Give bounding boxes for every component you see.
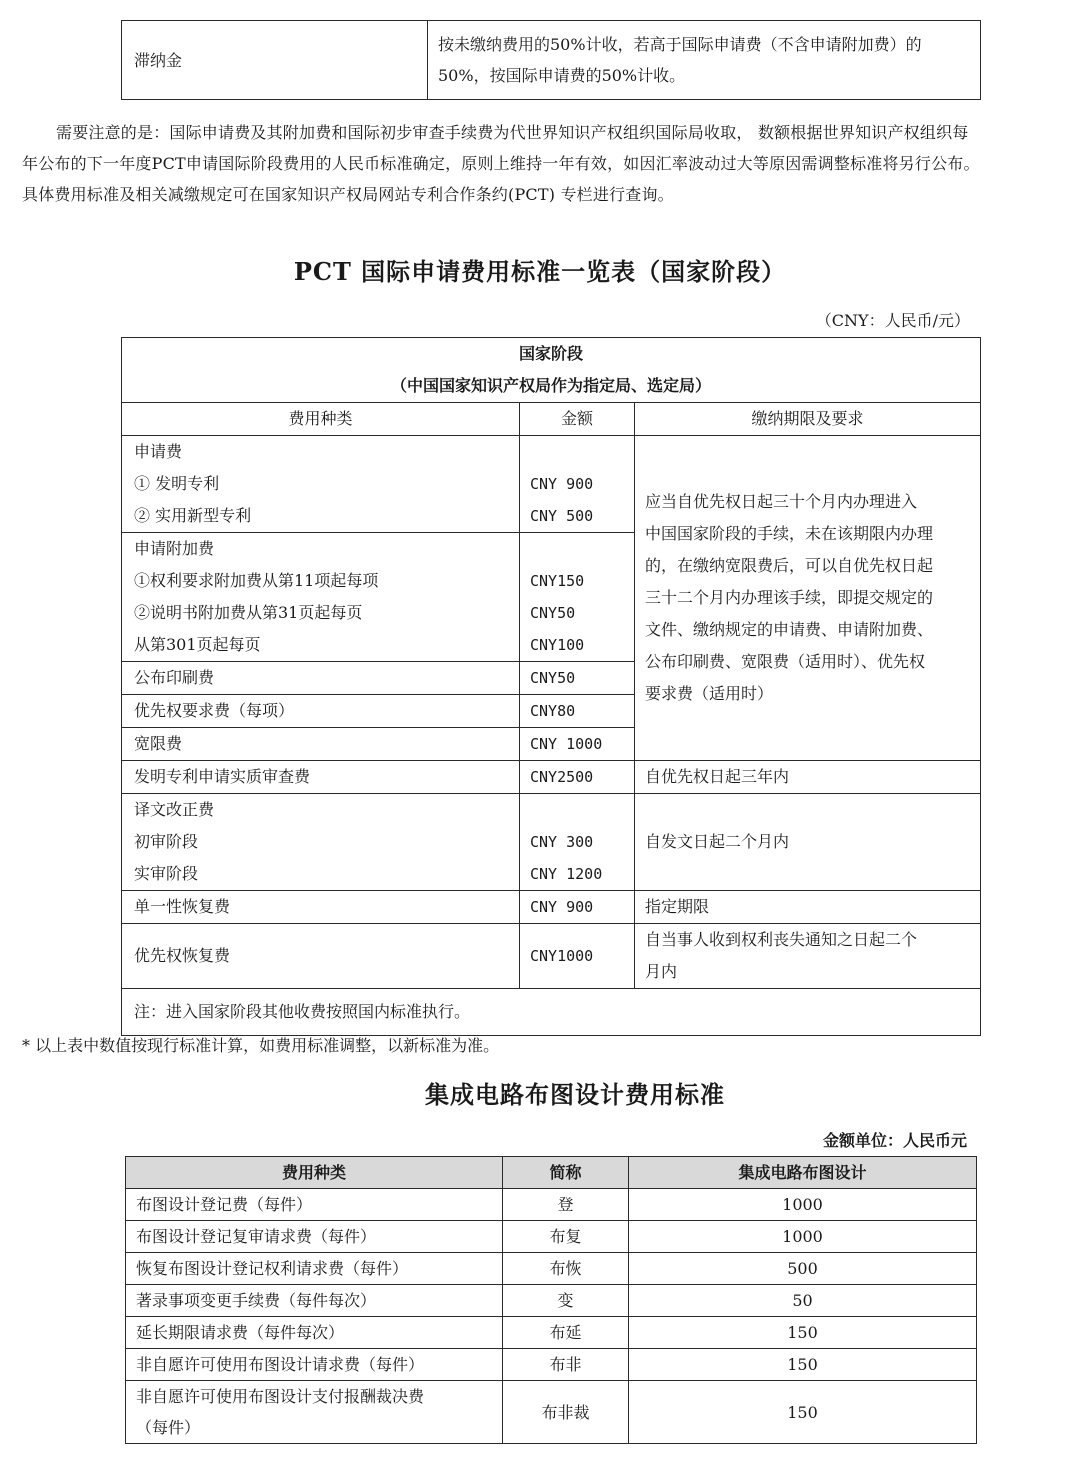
table-row bbox=[122, 21, 981, 100]
fee-name: 恢复布图设计登记权利请求费（每件） bbox=[126, 1253, 503, 1285]
group-label: 申请附加费 bbox=[134, 539, 215, 558]
deadline-line: 的，在缴纳宽限费后，可以自优先权日起 bbox=[645, 556, 934, 575]
fee-abbr: 布复 bbox=[503, 1221, 629, 1253]
fee-amount: 150 bbox=[629, 1317, 977, 1349]
fee-item: ①权利要求附加费从第11项起每项 bbox=[134, 571, 379, 590]
ic-title: 集成电路布图设计费用标准 bbox=[425, 1080, 725, 1109]
late-fee-table bbox=[121, 20, 981, 100]
amount: CNY150 bbox=[530, 572, 585, 590]
fee-item: ②说明书附加费从第31页起每页 bbox=[134, 603, 363, 622]
amount: CNY 900 bbox=[520, 891, 635, 924]
table-header-row bbox=[122, 403, 981, 436]
table-row bbox=[126, 1317, 977, 1349]
fee-amount: 150 bbox=[629, 1381, 977, 1444]
table-row bbox=[122, 794, 981, 891]
fee-name: 优先权要求费（每项） bbox=[122, 695, 520, 728]
fee-name: 发明专利申请实质审查费 bbox=[122, 761, 520, 794]
amount: CNY50 bbox=[530, 604, 576, 622]
fee-name-cell bbox=[126, 1381, 503, 1444]
deadline-cell bbox=[635, 436, 981, 761]
fee-item: 初审阶段 bbox=[134, 832, 199, 851]
fee-name-line: 非自愿许可使用布图设计支付报酬裁决费 bbox=[136, 1387, 425, 1406]
fee-name-cell bbox=[122, 533, 520, 662]
fee-abbr: 布非裁 bbox=[503, 1381, 629, 1444]
paragraph-line: 年公布的下一年度PCT申请国际阶段费用的人民币标准确定，原则上维持一年有效，如因汇率波动过大等原因需调整标准将另行公布。 bbox=[22, 154, 980, 173]
deadline: 指定期限 bbox=[635, 891, 981, 924]
group-label: 译文改正费 bbox=[134, 800, 215, 819]
fee-name: 优先权恢复费 bbox=[122, 924, 520, 989]
deadline-line: 自当事人收到权利丧失通知之日起二个 bbox=[645, 930, 918, 949]
fee-note-paragraph bbox=[22, 117, 1080, 210]
table-row bbox=[122, 436, 981, 533]
fee-name: 布图设计登记费（每件） bbox=[126, 1189, 503, 1221]
table-row bbox=[126, 1221, 977, 1253]
fee-abbr: 变 bbox=[503, 1285, 629, 1317]
deadline: 自发文日起二个月内 bbox=[635, 794, 981, 891]
amount-cell bbox=[520, 794, 635, 891]
fee-name: 布图设计登记复审请求费（每件） bbox=[126, 1221, 503, 1253]
table-row bbox=[126, 1381, 977, 1444]
fee-name: 单一性恢复费 bbox=[122, 891, 520, 924]
deadline-line: 中国国家阶段的手续，未在该期限内办理 bbox=[645, 524, 934, 543]
deadline-line: 应当自优先权日起三十个月内办理进入 bbox=[645, 492, 918, 511]
table-row bbox=[122, 761, 981, 794]
star-note: * 以上表中数值按现行标准计算，如费用标准调整，以新标准为准。 bbox=[22, 1036, 500, 1055]
fee-name-cell bbox=[122, 794, 520, 891]
fee-name: 公布印刷费 bbox=[122, 662, 520, 695]
deadline-line: 公布印刷费、宽限费（适用时）、优先权 bbox=[645, 652, 926, 671]
fee-item: 实审阶段 bbox=[134, 864, 199, 883]
pct-unit: （CNY：人民币/元） bbox=[815, 311, 970, 330]
paragraph-line: 具体费用标准及相关减缴规定可在国家知识产权局网站专利合作条约(PCT) 专栏进行查询。 bbox=[22, 185, 674, 204]
fee-abbr: 布非 bbox=[503, 1349, 629, 1381]
amount: CNY 500 bbox=[530, 507, 594, 525]
table-row bbox=[122, 338, 981, 403]
table-row bbox=[126, 1253, 977, 1285]
deadline-cell bbox=[635, 924, 981, 989]
fee-item: ① 发明专利 bbox=[134, 474, 220, 493]
deadline-line: 三十二个月内办理该手续，即提交规定的 bbox=[645, 588, 934, 607]
late-fee-desc-line: 按未缴纳费用的50%计收，若高于国际申请费（不含申请附加费）的 bbox=[438, 35, 922, 54]
fee-name: 延长期限请求费（每件每次） bbox=[126, 1317, 503, 1349]
column-header: 费用种类 bbox=[122, 403, 520, 436]
fee-amount: 1000 bbox=[629, 1221, 977, 1253]
fee-abbr: 布延 bbox=[503, 1317, 629, 1349]
fee-name: 宽限费 bbox=[122, 728, 520, 761]
amount: CNY100 bbox=[530, 636, 585, 654]
group-label: 申请费 bbox=[134, 442, 183, 461]
table-row bbox=[126, 1189, 977, 1221]
column-header: 金额 bbox=[520, 403, 635, 436]
fee-amount: 500 bbox=[629, 1253, 977, 1285]
stage-title: 国家阶段 bbox=[518, 344, 583, 363]
pct-fee-table bbox=[121, 337, 981, 1036]
table-row bbox=[122, 989, 981, 1036]
table-row bbox=[122, 891, 981, 924]
amount: CNY80 bbox=[520, 695, 635, 728]
table-header-row bbox=[126, 1157, 977, 1189]
column-header: 缴纳期限及要求 bbox=[635, 403, 981, 436]
amount: CNY 1000 bbox=[520, 728, 635, 761]
fee-name-cell bbox=[122, 436, 520, 533]
table-row bbox=[122, 924, 981, 989]
deadline-line: 要求费（适用时） bbox=[645, 684, 774, 703]
deadline-line: 文件、缴纳规定的申请费、申请附加费、 bbox=[645, 620, 934, 639]
ic-unit: 金额单位：人民币元 bbox=[822, 1131, 967, 1150]
amount: CNY 300 bbox=[530, 833, 594, 851]
fee-abbr: 登 bbox=[503, 1189, 629, 1221]
table-row bbox=[126, 1285, 977, 1317]
ic-fee-table bbox=[125, 1156, 977, 1444]
fee-item: 从第301页起每页 bbox=[134, 635, 261, 654]
late-fee-name: 滞纳金 bbox=[122, 21, 428, 100]
fee-abbr: 布恢 bbox=[503, 1253, 629, 1285]
late-fee-desc bbox=[428, 21, 981, 100]
table-note: 注：进入国家阶段其他收费按照国内标准执行。 bbox=[122, 989, 981, 1036]
column-header: 费用种类 bbox=[126, 1157, 503, 1189]
column-header: 简称 bbox=[503, 1157, 629, 1189]
column-header: 集成电路布图设计 bbox=[629, 1157, 977, 1189]
fee-name-line: （每件） bbox=[136, 1418, 201, 1437]
amount-cell bbox=[520, 533, 635, 662]
fee-amount: 50 bbox=[629, 1285, 977, 1317]
late-fee-desc-line: 50%，按国际申请费的50%计收。 bbox=[438, 66, 686, 85]
amount: CNY1000 bbox=[520, 924, 635, 989]
fee-name: 非自愿许可使用布图设计请求费（每件） bbox=[126, 1349, 503, 1381]
amount: CNY50 bbox=[520, 662, 635, 695]
amount-cell bbox=[520, 436, 635, 533]
fee-amount: 1000 bbox=[629, 1189, 977, 1221]
table-row bbox=[126, 1349, 977, 1381]
stage-subtitle: （中国国家知识产权局作为指定局、选定局） bbox=[390, 376, 711, 395]
amount: CNY 1200 bbox=[530, 865, 603, 883]
fee-amount: 150 bbox=[629, 1349, 977, 1381]
stage-header bbox=[122, 338, 981, 403]
pct-title: PCT 国际申请费用标准一览表（国家阶段） bbox=[293, 257, 787, 286]
paragraph-line: 需要注意的是：国际申请费及其附加费和国际初步审查手续费为代世界知识产权组织国际局收取， 数额根据世界知识产权组织每 bbox=[56, 123, 969, 142]
deadline-line: 月内 bbox=[645, 962, 678, 981]
fee-name: 著录事项变更手续费（每件每次） bbox=[126, 1285, 503, 1317]
amount: CNY2500 bbox=[520, 761, 635, 794]
amount: CNY 900 bbox=[530, 475, 594, 493]
deadline: 自优先权日起三年内 bbox=[635, 761, 981, 794]
fee-item: ② 实用新型专利 bbox=[134, 506, 252, 525]
